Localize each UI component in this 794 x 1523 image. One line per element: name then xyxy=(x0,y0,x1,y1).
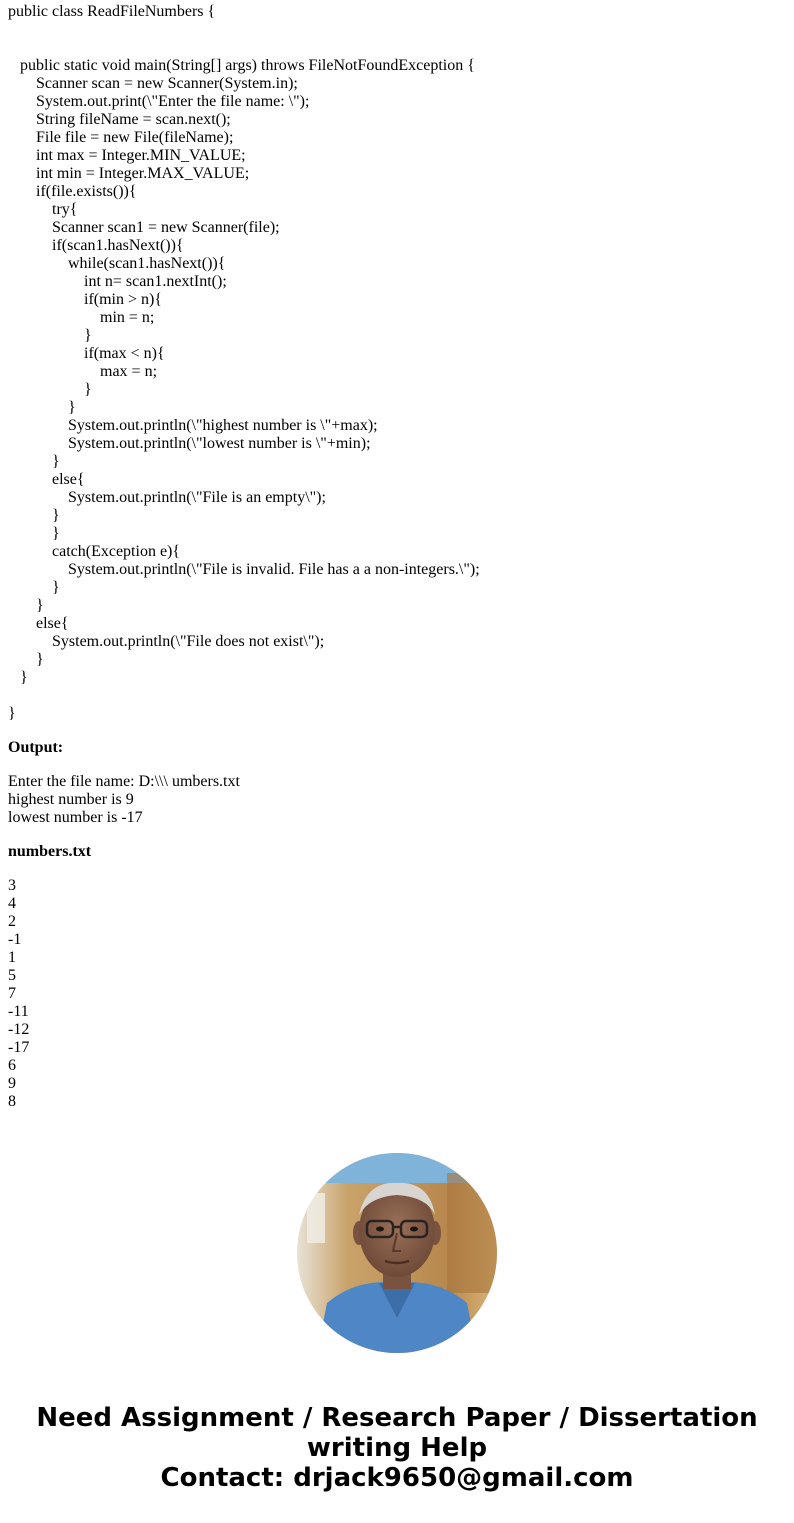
output-heading: Output: xyxy=(8,739,64,756)
code-line: System.out.println(\"lowest number is \"+min); xyxy=(8,435,371,452)
code-line: if(min > n){ xyxy=(8,291,163,308)
number-value: 3 xyxy=(8,877,16,894)
code-line: File file = new File(fileName); xyxy=(8,129,234,146)
number-value: -11 xyxy=(8,1003,29,1020)
code-line: System.out.println(\"File is an empty\"); xyxy=(8,489,326,506)
code-line: } xyxy=(8,669,28,686)
code-line: } xyxy=(8,651,44,668)
code-line: catch(Exception e){ xyxy=(8,543,181,560)
code-line: int n= scan1.nextInt(); xyxy=(8,273,227,290)
code-line: else{ xyxy=(8,615,69,632)
number-value: -1 xyxy=(8,931,22,948)
code-line: System.out.print(\"Enter the file name: \"); xyxy=(8,93,310,110)
code-line: } xyxy=(8,453,60,470)
code-line: if(scan1.hasNext()){ xyxy=(8,237,184,254)
code-line: } xyxy=(8,381,92,398)
output-line: Enter the file name: D:\\\ umbers.txt xyxy=(8,773,240,790)
code-line: int max = Integer.MIN_VALUE; xyxy=(8,147,246,164)
code-line: min = n; xyxy=(8,309,155,326)
code-line: System.out.println(\"File is invalid. File has a a non-integers.\"); xyxy=(8,561,480,578)
code-line: System.out.println(\"File does not exist\"); xyxy=(8,633,325,650)
number-value: 1 xyxy=(8,949,16,966)
number-value: 2 xyxy=(8,913,16,930)
code-line xyxy=(8,687,788,705)
author-avatar xyxy=(297,1153,497,1353)
code-line: Scanner scan = new Scanner(System.in); xyxy=(8,75,298,92)
code-line: else{ xyxy=(8,471,85,488)
number-value: 4 xyxy=(8,895,16,912)
code-line: String fileName = scan.next(); xyxy=(8,111,231,128)
code-line: System.out.println(\"highest number is \"+max); xyxy=(8,417,378,434)
code-line: } xyxy=(8,525,60,542)
code-line: } xyxy=(8,579,60,596)
code-line: if(file.exists()){ xyxy=(8,183,137,200)
code-line: } xyxy=(8,399,76,416)
code-line: while(scan1.hasNext()){ xyxy=(8,255,226,272)
output-line: lowest number is -17 xyxy=(8,809,143,826)
number-value: 7 xyxy=(8,985,16,1002)
number-value: -12 xyxy=(8,1021,30,1038)
code-line: if(max < n){ xyxy=(8,345,165,362)
code-line xyxy=(8,21,788,39)
numbers-file-heading: numbers.txt xyxy=(8,843,92,860)
number-value: 5 xyxy=(8,967,16,984)
code-line: max = n; xyxy=(8,363,158,380)
contact-line: Contact: drjack9650@gmail.com xyxy=(160,1463,634,1493)
code-line: int min = Integer.MAX_VALUE; xyxy=(8,165,250,182)
code-line xyxy=(8,39,788,57)
output-line: highest number is 9 xyxy=(8,791,134,808)
number-value: 6 xyxy=(8,1057,16,1074)
code-line: public static void main(String[] args) throws FileNotFoundException { xyxy=(8,57,475,74)
footer-line: Need Assignment / Research Paper / Dissertation xyxy=(36,1403,758,1433)
number-value: 9 xyxy=(8,1075,16,1092)
code-line: Scanner scan1 = new Scanner(file); xyxy=(8,219,280,236)
code-line: public class ReadFileNumbers { xyxy=(8,3,216,20)
number-value: 8 xyxy=(8,1093,16,1110)
document-body xyxy=(8,3,788,1111)
code-line: } xyxy=(8,507,60,524)
promo-footer xyxy=(0,1403,794,1493)
numbers-list xyxy=(8,877,788,1111)
code-line: } xyxy=(8,327,92,344)
footer-line: writing Help xyxy=(306,1433,488,1463)
code-line: } xyxy=(8,705,16,722)
output-block xyxy=(8,773,788,827)
number-value: -17 xyxy=(8,1039,30,1056)
java-code-block xyxy=(8,3,788,723)
code-line: try{ xyxy=(8,201,78,218)
code-line: } xyxy=(8,597,44,614)
